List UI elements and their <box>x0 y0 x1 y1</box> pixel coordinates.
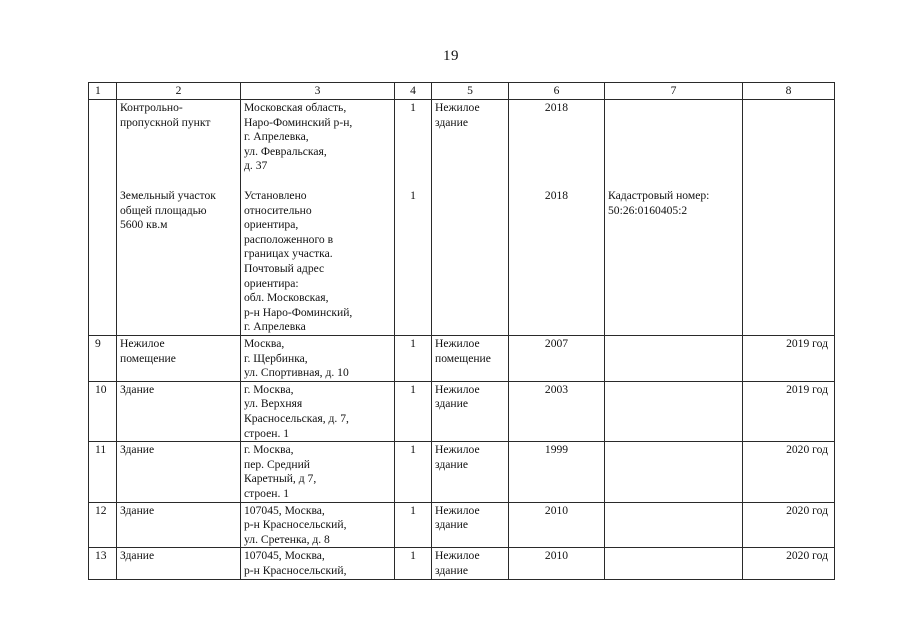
term: 2020 год <box>743 442 835 502</box>
note: Кадастровый номер: 50:26:0160405:2 <box>608 189 710 217</box>
year: 2010 <box>509 502 605 548</box>
address-cell <box>241 100 395 336</box>
table-row <box>89 502 835 548</box>
header-cell: 4 <box>395 83 432 100</box>
table-row <box>89 442 835 502</box>
year: 2018 <box>544 189 569 202</box>
note <box>605 502 743 548</box>
quantity: 1 <box>395 502 432 548</box>
address: Московская область, Наро-Фоминский р-н, г. Апрелевка, ул. Февральская, д. 37 <box>244 101 353 173</box>
object-type: Нежилое здание <box>432 548 509 579</box>
table-row <box>89 548 835 579</box>
term: 2019 год <box>743 381 835 441</box>
object-name: Контрольно- пропускной пункт <box>120 101 211 129</box>
page-number: 19 <box>443 48 459 64</box>
table-row <box>89 336 835 382</box>
note <box>608 101 739 189</box>
quantity: 1 <box>410 101 416 114</box>
quantity: 1 <box>395 442 432 502</box>
quantity-cell <box>395 100 432 336</box>
header-cell: 8 <box>743 83 835 100</box>
header-cell: 3 <box>241 83 395 100</box>
address: Москва, г. Щербинка, ул. Спортивная, д. 10 <box>241 336 395 382</box>
note <box>605 336 743 382</box>
row-number: 12 <box>89 502 117 548</box>
address: г. Москва, пер. Средний Каретный, д 7, строен. 1 <box>241 442 395 502</box>
object-name-cell <box>117 100 241 336</box>
object-type: Нежилое помещение <box>432 336 509 382</box>
object-type: Нежилое здание <box>435 101 480 129</box>
note <box>605 548 743 579</box>
year-cell <box>509 100 605 336</box>
header-row <box>89 83 835 100</box>
quantity: 1 <box>395 548 432 579</box>
term: 2020 год <box>743 502 835 548</box>
address: Установлено относительно ориентира, расположенного в границах участка. Почтовый адрес ориентира: обл. Московская, р-н Наро-Фоминский, г. Апрелевка <box>244 189 353 334</box>
address: 107045, Москва, р-н Красносельский, ул. Сретенка, д. 8 <box>241 502 395 548</box>
year: 2007 <box>509 336 605 382</box>
object-name: Земельный участок общей площадью 5600 кв.м <box>120 189 216 232</box>
object-type-cell <box>432 100 509 336</box>
object-type: Нежилое здание <box>432 381 509 441</box>
object-type: Нежилое здание <box>432 502 509 548</box>
table-row <box>89 381 835 441</box>
note <box>605 442 743 502</box>
term: 2019 год <box>743 336 835 382</box>
term <box>746 101 828 189</box>
row-number <box>89 100 117 336</box>
address: г. Москва, ул. Верхняя Красносельская, д. 7, строен. 1 <box>241 381 395 441</box>
row-number: 9 <box>89 336 117 382</box>
object-name: Здание <box>117 502 241 548</box>
year: 2003 <box>509 381 605 441</box>
header-cell: 5 <box>432 83 509 100</box>
object-name: Здание <box>117 548 241 579</box>
quantity: 1 <box>395 336 432 382</box>
row-number: 10 <box>89 381 117 441</box>
note <box>605 381 743 441</box>
object-name: Нежилое помещение <box>117 336 241 382</box>
object-type: Нежилое здание <box>432 442 509 502</box>
quantity: 1 <box>395 381 432 441</box>
term-cell <box>743 100 835 336</box>
object-name: Здание <box>117 442 241 502</box>
year: 2018 <box>544 101 569 114</box>
year: 1999 <box>509 442 605 502</box>
year: 2010 <box>509 548 605 579</box>
row-number: 13 <box>89 548 117 579</box>
header-cell: 6 <box>509 83 605 100</box>
row-number: 11 <box>89 442 117 502</box>
object-name: Здание <box>117 381 241 441</box>
header-cell: 7 <box>605 83 743 100</box>
header-cell: 2 <box>117 83 241 100</box>
quantity: 1 <box>410 189 416 202</box>
note-cell <box>605 100 743 336</box>
address: 107045, Москва, р-н Красносельский, <box>241 548 395 579</box>
table-row <box>89 100 835 336</box>
term: 2020 год <box>743 548 835 579</box>
property-table <box>88 82 835 580</box>
header-cell: 1 <box>89 83 117 100</box>
